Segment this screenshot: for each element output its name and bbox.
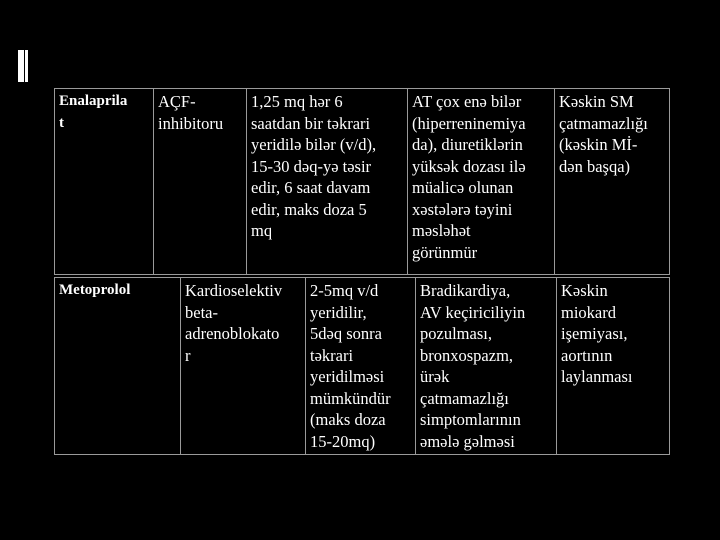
table-cell-contraindications: Kəskin miokard işemiyası, aortının laylanması	[556, 277, 670, 455]
table-cell-contraindications: Kəskin SM çatmamazlığı (kəskin Mİ- dən başqa)	[554, 88, 670, 275]
table-cell-drug-class: Kardioselektiv beta- adrenoblokato r	[180, 277, 306, 455]
table-cell-notes: Bradikardiya, AV keçiriciliyin pozulması, bronxospazm, ürək çatmamazlığı simptomlarının əmələ gəlməsi	[415, 277, 557, 455]
table-cell-drug-name: Enalaprila t	[54, 88, 154, 275]
table-cell-drug-name: Metoprolol	[54, 277, 181, 455]
table-cell-dosing: 2-5mq v/d yeridilir, 5dəq sonra təkrari yeridilməsi mümkündür (maks doza 15-20mq)	[305, 277, 416, 455]
table-cell-drug-class: AÇF- inhibitoru	[153, 88, 247, 275]
slide-decoration-bar	[25, 50, 28, 82]
slide-decoration-bar	[18, 50, 24, 82]
table-cell-dosing: 1,25 mq hər 6 saatdan bir təkrari yeridilə bilər (v/d), 15-30 dəq-yə təsir edir, 6 saat davam edir, maks doza 5 mq	[246, 88, 408, 275]
table-cell-notes: AT çox enə bilər (hiperreninemiya da), diuretiklərin yüksək dozası ilə müalicə olunan xəstələrə təyini məsləhət görünmür	[407, 88, 555, 275]
